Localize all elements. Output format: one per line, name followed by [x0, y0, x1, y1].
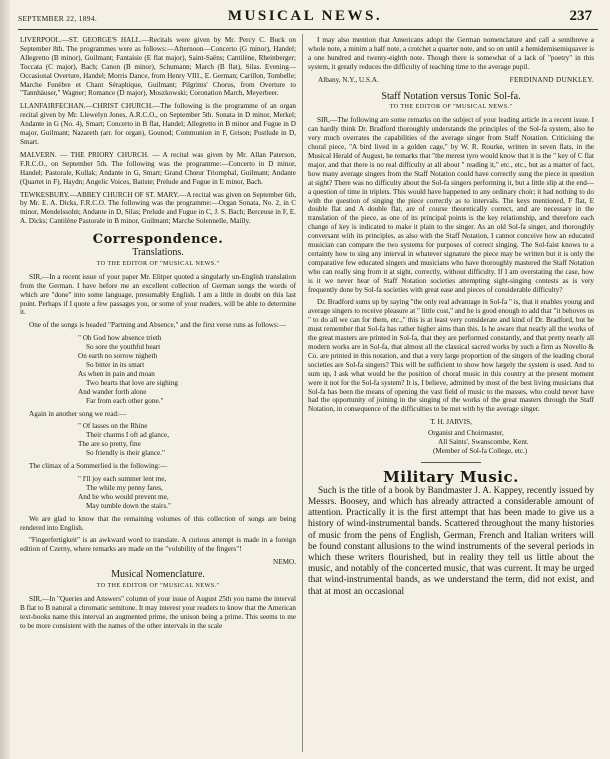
location-albany: Albany, N.Y., U.S.A.	[318, 75, 379, 84]
military-music-heading: Military Music.	[383, 467, 519, 486]
poem-line: The while my penny fares,	[86, 483, 163, 492]
to-editor-nomenclature: TO THE EDITOR OF "MUSICAL NEWS."	[96, 582, 220, 590]
poem-rhine	[20, 422, 296, 458]
signature-nemo: NEMO.	[273, 558, 296, 567]
poem-line: And he who would prevent me,	[78, 492, 169, 501]
letter-signoff-dunkley	[308, 76, 594, 85]
translations-paragraph-1: SIR,—In a recent issue of your paper Mr. Elitper quoted a singularly un-English translation from the German. I have before me an excellent collection of German songs the words of which are "done" into some language, presumably English. I am a little in doubt on this last point. Perhaps if I quote a few passages you, or some of your readers, will be able to determine it.	[20, 272, 296, 317]
translations-paragraph-2: One of the songs is headed "Partning and Absence," and the first verse runs as follows:—	[29, 321, 286, 330]
poem-line: Their charms I oft ad glance,	[86, 431, 170, 440]
signature-role: Organist and Choirmaster,	[428, 429, 504, 438]
nomenclature-paragraph: SIR,—In "Queries and Answers" column of your issue of August 25th you name the interval B flat to B natural a chromatic semitone. It may interest your readers to know that the American text-books name this interval an augmented prime, the unison being a prime. This seems to me to be more consistent with the names of the other intervals in the scale	[20, 594, 296, 630]
signature-church: All Saints', Swanscombe, Kent.	[438, 438, 529, 447]
correspondence-heading: Correspondence.	[92, 232, 224, 248]
recital-malvern: MALVERN. — THE PRIORY CHURCH. — A recital was given by Mr. Allan Paterson, F.R.C.O., on September 5th. The following was the programme:—Concerto in D minor, Handel; Pastorale, Kullak; Andante in G, Smart; Grand Chœur Triomphal, Guilmant; Andante (Quartet in F), Haydn; Angelic Voices, Batiste; Prelude and Fugue in E minor, Bach.	[20, 150, 296, 186]
poem-line: Far from each other gone."	[86, 396, 164, 405]
staff-paragraph-2: Dr. Bradford sums up by saying "the only real advantage in Sol-fa " is, that it enables young and average singers to receive pleasure at " little cost," and he is good enough to add that "it behoves us " to do all we can for them, etc.," this is at least very considerate and kind of Dr. Bradford, but he must remember that Sol-fa has rather higher aims than this. Is he aware that nearly all the works of the great masters are printed in Sol-fa, that they are performed constantly, and that pretty nearly all modern works are in Sol-fa, that almost all the classical sacred works by such a firm as Novello & Co. are printed in this notation, and that a very large proportion of the singers of the leading choral societies are Sol-fa singers? This will be sufficient to show how largely the system is used. And to sum up, I ask what would be the position of choral music in this country at the present moment were it not for the Sol-fa system? It is, I believe, admitted by most of the best living musicians that Sol-fa has been the means of opening the vast field of music to the masses, who could never have had the opportunity of joining in the singing of the works of the great masters through the Staff Notation, in consequence of the difficulties to be met with by the average singer.	[308, 298, 594, 414]
staff-paragraph-1: SIR,—The following are some remarks on the subject of your leading article in a recent issue. I can hardly think Dr. Bradford thoroughly understands the principles of the Sol-fa system, also he very much overrates the capabilities of the average singer from Staff Notation. Criticising the choral piece, "A bird lived in a golden cage," by W. R. Rourke, written in seven flats, in the Musical Herald of August, he remarks that "the merest tyro would know that it is the " key of C flat major, and that there is no real difficulty at all about " reading it," etc., etc., but as a matter of fact, how many average singers from the Staff Notation could have correctly sung the piece in question at sight? There was no difficulty about the Sol-fa singers performing it, but a little slip at the end—a question of time in triplets. This would have happened to any ordinary choir; it had nothing to do with the question of singing the piece correctly as to intervals. The keys mentioned, F flat, E double flat and A double flat, are of course theoretically correct, and are necessary in the translation of the piece, as one of its principal points is the key relationship, and therefore each change of key is indicated to make it plain to the singer. As an old Sol-fa singer, and thoroughly conversant with its principles, as also with the Staff Notation, I cannot conceive how an educated musician can compare the two systems for purposes of correct singing. The Sol-faist knows to a certainty how to sing any interval in whatever signature the piece may be written but it is only the comparative few educated singers and musicians who have thoroughly mastered the Staff Notation who can really sing from it at sight, correctly, without difficulty. If I am overstating the case, how is it we never hear of Staff Notation societies attempting sight-singing contests as is very frequently done by Sol-fa societies with great ease and pieces of considerable difficulty?	[308, 116, 594, 294]
recital-tewkesbury: TEWKESBURY.—ABBEY CHURCH OF ST. MARY.—A recital was given on September 6th, by Mr. E. A. Dicks, F.R.C.O. The following was the programme:—Organ Sonata, No. 2, in C minor, Mendelssohn; Andante in D, Silas; Prelude and Fugue in C, J. S. Bach; Berceuse in F, E. A. Dicks; Cantilène Pastorale in B minor, Guilmant; Marche Solennelle, Mailly.	[20, 190, 296, 226]
poem-line: Two hearts that love are sighing	[86, 378, 178, 387]
recital-llanfairfechan: LLANFAIRFECHAN.—CHRIST CHURCH.—The following is the programme of an organ recital given by Mr. Llewelyn Jones, A.R.C.O., on September 5th. Sonata in D minor, Merkel; Andante in G (No. 4), Smart; Concerto in B flat, Handel; Allegretto in B minor and Fugue in D major, Guilmant; Nazareth (arr. for organ), Gounod; Communion in F, Grison; Postlude in D, Smart.	[20, 102, 296, 146]
poem-line: As when in pain and moan	[78, 369, 155, 378]
page-binding-edge	[0, 0, 10, 759]
section-divider	[421, 462, 481, 463]
header-date: SEPTEMBER 22, 1894.	[18, 14, 98, 23]
nomenclature-heading: Musical Nomenclature.	[111, 569, 205, 581]
signature-dunkley: FERDINAND DUNKLEY.	[509, 75, 594, 84]
right-column	[308, 36, 594, 598]
poem-sommerlied	[20, 475, 296, 511]
poem-line: The are so pretty, fine	[78, 440, 141, 449]
poem-absence	[20, 334, 296, 405]
translations-paragraph-3: We are glad to know that the remaining volumes of this collection of songs are being rendered into English.	[20, 514, 296, 532]
left-column	[20, 36, 296, 635]
military-music-article	[308, 486, 594, 598]
poem-line: So sore the youthful heart	[86, 343, 161, 352]
poem-line: So bitter in its smart	[86, 361, 145, 369]
translations-heading: Translations.	[132, 247, 184, 259]
to-editor-translations: TO THE EDITOR OF "MUSICAL NEWS."	[96, 259, 220, 267]
poem-line: On earth no sorrow nigheth	[78, 352, 158, 361]
translations-paragraph-4: "Fingerfertigkeit" is an awkward word to translate. A curious attempt is made in a foreign edition of Czerny, where remarks are made on the "volubility of the fingers"!	[20, 536, 296, 554]
poem-line: " Of lasses on the Rhine	[78, 422, 148, 431]
staff-notation-heading: Staff Notation versus Tonic Sol-fa.	[381, 90, 521, 102]
header-page-number: 237	[569, 8, 592, 24]
column-divider	[302, 34, 303, 752]
page-header	[14, 8, 596, 28]
poem-line: " Oh God how absence trieth	[78, 334, 162, 343]
header-title: MUSICAL NEWS.	[227, 8, 383, 24]
poem-line: So friendly is their glance."	[86, 449, 165, 458]
climax-line: The climax of a Sommerlied is the following:—	[29, 462, 168, 471]
poem-line: May tumble down the stairs."	[86, 501, 171, 510]
signature-jarvis: T. H. JARVIS,	[430, 418, 472, 427]
to-editor-staff: TO THE EDITOR OF "MUSICAL NEWS."	[389, 103, 513, 111]
again-line: Again in another song we read:—	[29, 409, 127, 418]
header-rule	[18, 29, 598, 30]
military-music-paragraph: Such is the title of a book by Bandmaster J. A. Kappey, recently issued by Messrs. Boosey, and which has already attracted a considerable amount of attention. Practically it is the first attempt that has been made to give us a history of wind-instrumental bands. Scattered throughout the many histories of music from the pens of English, German, French and Italian writers will be found constant allusions to the wind instruments of the several periods in which these writers flourished, but in reality they tell us little about the music, and notably of the concerted music, that was current. It may be urged that wind-instrumental bands, as we understand the term, did not exist, and that at most an occasional	[308, 485, 594, 597]
recital-liverpool: LIVERPOOL.—ST. GEORGE'S HALL.—Recitals were given by Mr. Percy C. Buck on September 8th. The programmes were as follows:—Afternoon—Concerto (G minor), Handel; Allegretto (B minor), Guilmant; Fantaisie (E flat major), Saint-Saëns; Cantilène, Rheinberger; Toccata (C major), Bach; Canon (B minor), Schumann; March (B flat), Silas. Evening—Occasional Overture, Handel; Morris Dance, from Henry VIII., E. German; Carillon, Tombelle; Marche Funèbre et Chant Séraphique, Guilmant; Pilgrims' Chorus, from Overture to "Tannhäuser," Wagner; Romance (D major), Moszkowski; Coronation March, Meyerbeer.	[20, 36, 296, 98]
americans-paragraph: I may also mention that Americans adopt the German nomenclature and call a semibreve a whole note, a minim a half note, a crotchet a quarter note, and so on until a hemidemisemiquaver is a one hundred and twenty-eighth note. Though there is somewhat of a lack of "poetry" in this system, it greatly reduces the difficulty of teaching time to the average pupil.	[308, 36, 594, 71]
poem-line: And wander forth alone	[78, 387, 147, 396]
poem-line: " I'll joy each summer lent me,	[78, 474, 167, 483]
signature-membership: (Member of Sol-fa College, etc.)	[433, 446, 528, 455]
